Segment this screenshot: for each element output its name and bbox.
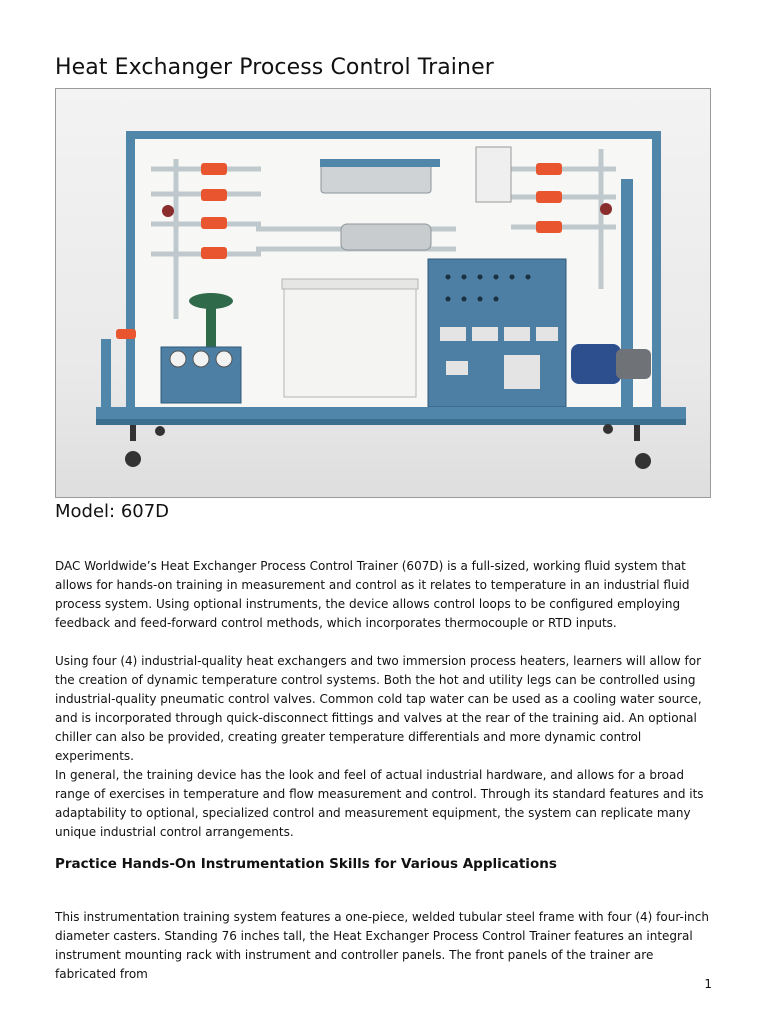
general-paragraph: In general, the training device has the look and feel of actual industrial hardware, and allows for a broad range of exercises in temperature and flow measurement and control. Through its standard features and its adaptability to optional, specialized control and measurement equipment, the system can replicate many unique industrial control arrangements. — [55, 768, 704, 839]
page-title: Heat Exchanger Process Control Trainer — [55, 55, 494, 80]
intro-paragraph: DAC Worldwide’s Heat Exchanger Process Control Trainer (607D) is a full-sized, working fluid system that allows for hands-on training in measurement and control as it relates to temperature in an industrial fluid process system. Using optional instruments, the device allows control loops to be configured employing feedback and feed-forward control methods, which incorporates thermocouple or RTD inputs. — [55, 559, 690, 630]
product-photo — [55, 88, 711, 498]
section-heading: Practice Hands-On Instrumentation Skills for Various Applications — [55, 856, 557, 872]
model-number: Model: 607D — [55, 501, 170, 522]
page-number: 1 — [704, 977, 712, 991]
heat-exchangers-paragraph: Using four (4) industrial-quality heat exchangers and two immersion process heaters, learners will allow for the creation of dynamic temperature control systems. Both the hot and utility legs can be controlled using industrial-quality pneumatic control valves. Common cold tap water can be used as a cooling water source, and is incorporated through quick-disconnect fittings and valves at the rear of the training aid. An optional chiller can also be provided, creating greater temperature differentials and more dynamic control experiments. — [55, 654, 702, 763]
section-paragraph: This instrumentation training system features a one-piece, welded tubular steel frame with four (4) four-inch diameter casters. Standing 76 inches tall, the Heat Exchanger Process Control Trainer features an integral instrument mounting rack with instrument and controller panels. The front panels of the trainer are fabricated from — [55, 910, 709, 981]
